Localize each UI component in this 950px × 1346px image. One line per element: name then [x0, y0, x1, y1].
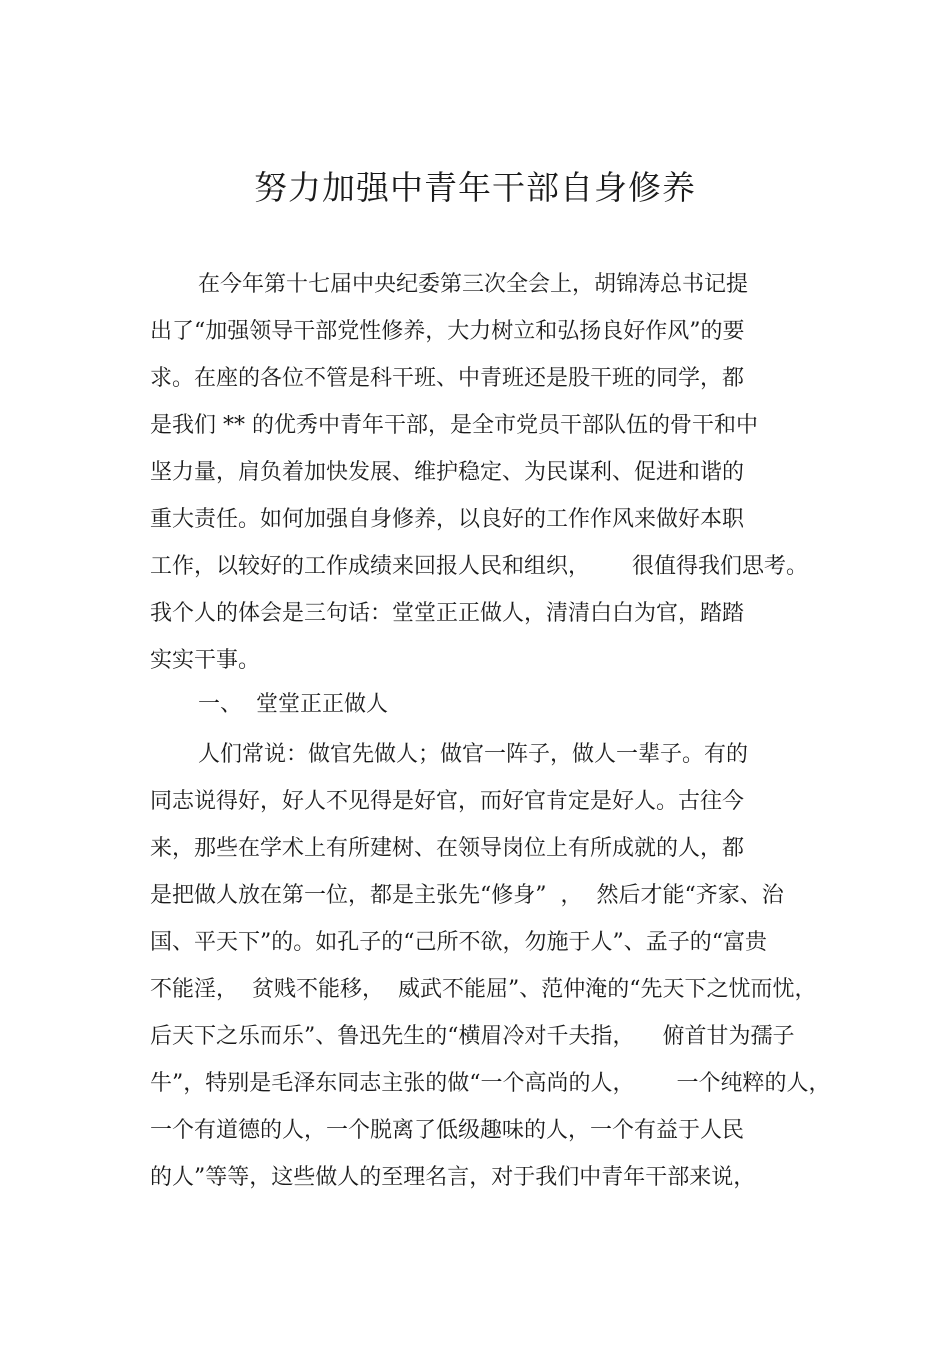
- paragraph-line: 工作，以较好的工作成绩来回报人民和组织， 很值得我们思考。: [150, 554, 808, 579]
- paragraph-line: 的人”等等，这些做人的至理名言，对于我们中青年干部来说，: [150, 1165, 756, 1190]
- paragraph-line: 是我们 ** 的优秀中青年干部，是全市党员干部队伍的骨干和中: [150, 413, 758, 438]
- paragraph-line: 来，那些在学术上有所建树、在领导岗位上有所成就的人，都: [150, 836, 745, 861]
- paragraph-line: 同志说得好，好人不见得是好官，而好官肯定是好人。古往今: [150, 789, 745, 814]
- paragraph-line: 国、平天下”的。如孔子的“己所不欲，勿施于人”、孟子的“富贵: [150, 930, 767, 955]
- paragraph-line: 一个有道德的人，一个脱离了低级趣味的人，一个有益于人民: [150, 1118, 745, 1143]
- paragraph-line: 在今年第十七届中央纪委第三次全会上，胡锦涛总书记提: [198, 272, 749, 297]
- document-title: 努力加强中青年干部自身修养: [254, 168, 696, 207]
- paragraph-line: 实实干事。: [150, 648, 261, 673]
- paragraph-line: 是把做人放在第一位，都是主张先“修身” ， 然后才能“齐家、治: [150, 883, 784, 908]
- paragraph-line: 出了“加强领导干部党性修养，大力树立和弘扬良好作风”的要: [150, 319, 745, 344]
- paragraph-line: 坚力量，肩负着加快发展、维护稳定、为民谋利、促进和谐的: [150, 460, 745, 485]
- paragraph-line: 后天下之乐而乐”、鲁迅先生的“横眉冷对千夫指， 俯首甘为孺子: [150, 1024, 795, 1049]
- paragraph-line: 牛”，特别是毛泽东同志主张的做“一个高尚的人， 一个纯粹的人，: [150, 1071, 831, 1096]
- paragraph-line: 重大责任。如何加强自身修养，以良好的工作作风来做好本职: [150, 507, 745, 532]
- section-heading: 一、 堂堂正正做人: [198, 692, 388, 717]
- paragraph-line: 人们常说：做官先做人；做官一阵子，做人一辈子。有的: [198, 742, 749, 767]
- paragraph-line: 求。在座的各位不管是科干班、中青班还是股干班的同学，都: [150, 366, 745, 391]
- paragraph-line: 我个人的体会是三句话：堂堂正正做人，清清白白为官，踏踏: [150, 601, 745, 626]
- paragraph-line: 不能淫， 贫贱不能移， 威武不能屈”、范仲淹的“先天下之忧而忧，: [150, 977, 817, 1002]
